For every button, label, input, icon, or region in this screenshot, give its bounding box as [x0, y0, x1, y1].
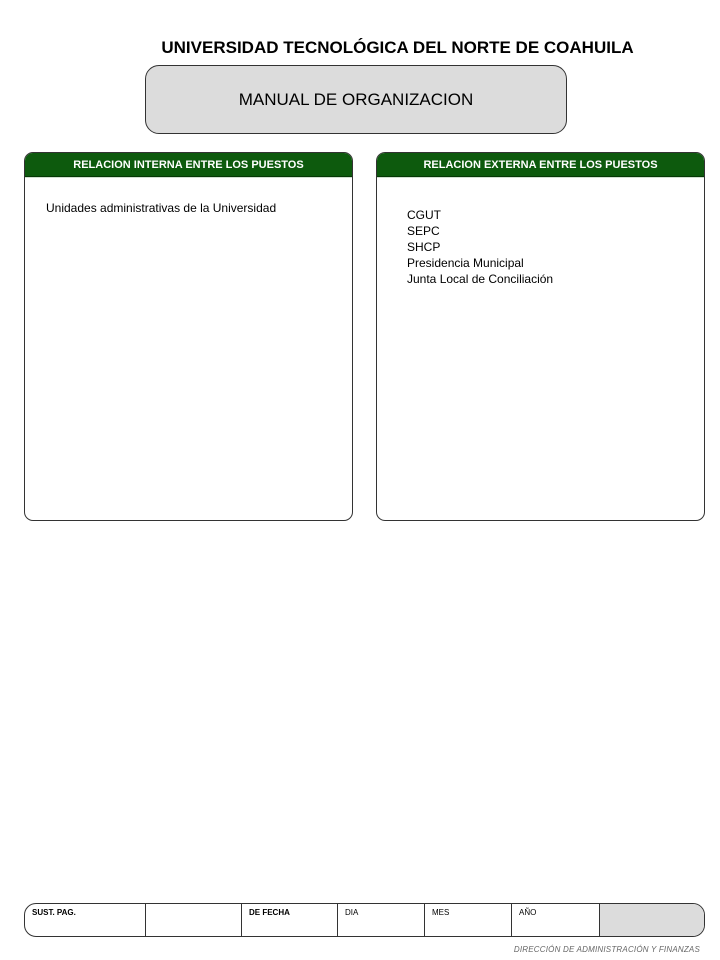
external-relations-body — [377, 177, 704, 287]
anio-cell[interactable]: AÑO — [512, 904, 600, 936]
de-fecha-label: DE FECHA — [242, 904, 338, 936]
list-item: Junta Local de Conciliación — [407, 272, 554, 286]
list-item: Presidencia Municipal — [407, 256, 524, 270]
department-footer: DIRECCIÓN DE ADMINISTRACIÓN Y FINANZAS — [513, 945, 700, 954]
manual-title-box — [145, 65, 567, 134]
list-item: CGUT — [407, 208, 441, 222]
list-item: SEPC — [407, 224, 440, 238]
university-title: UNIVERSIDAD TECNOLÓGICA DEL NORTE DE COAHUILA — [161, 38, 634, 57]
external-relations-panel — [376, 152, 705, 521]
internal-relations-panel — [24, 152, 353, 521]
external-relations-header: RELACION EXTERNA ENTRE LOS PUESTOS — [377, 153, 704, 177]
footer-end-cell — [600, 904, 705, 936]
sust-pag-value-cell[interactable] — [146, 904, 242, 936]
list-item: SHCP — [407, 240, 441, 254]
internal-relations-header: RELACION INTERNA ENTRE LOS PUESTOS — [25, 153, 352, 177]
manual-title: MANUAL DE ORGANIZACION — [238, 89, 474, 109]
sust-pag-label: SUST. PAG. — [25, 904, 146, 936]
external-relations-list — [407, 207, 704, 287]
mes-cell[interactable]: MES — [425, 904, 512, 936]
footer-form-bar — [24, 903, 705, 937]
dia-cell[interactable]: DIA — [338, 904, 425, 936]
internal-relations-text: Unidades administrativas de la Universidad — [46, 201, 277, 215]
internal-relations-body — [25, 177, 352, 216]
